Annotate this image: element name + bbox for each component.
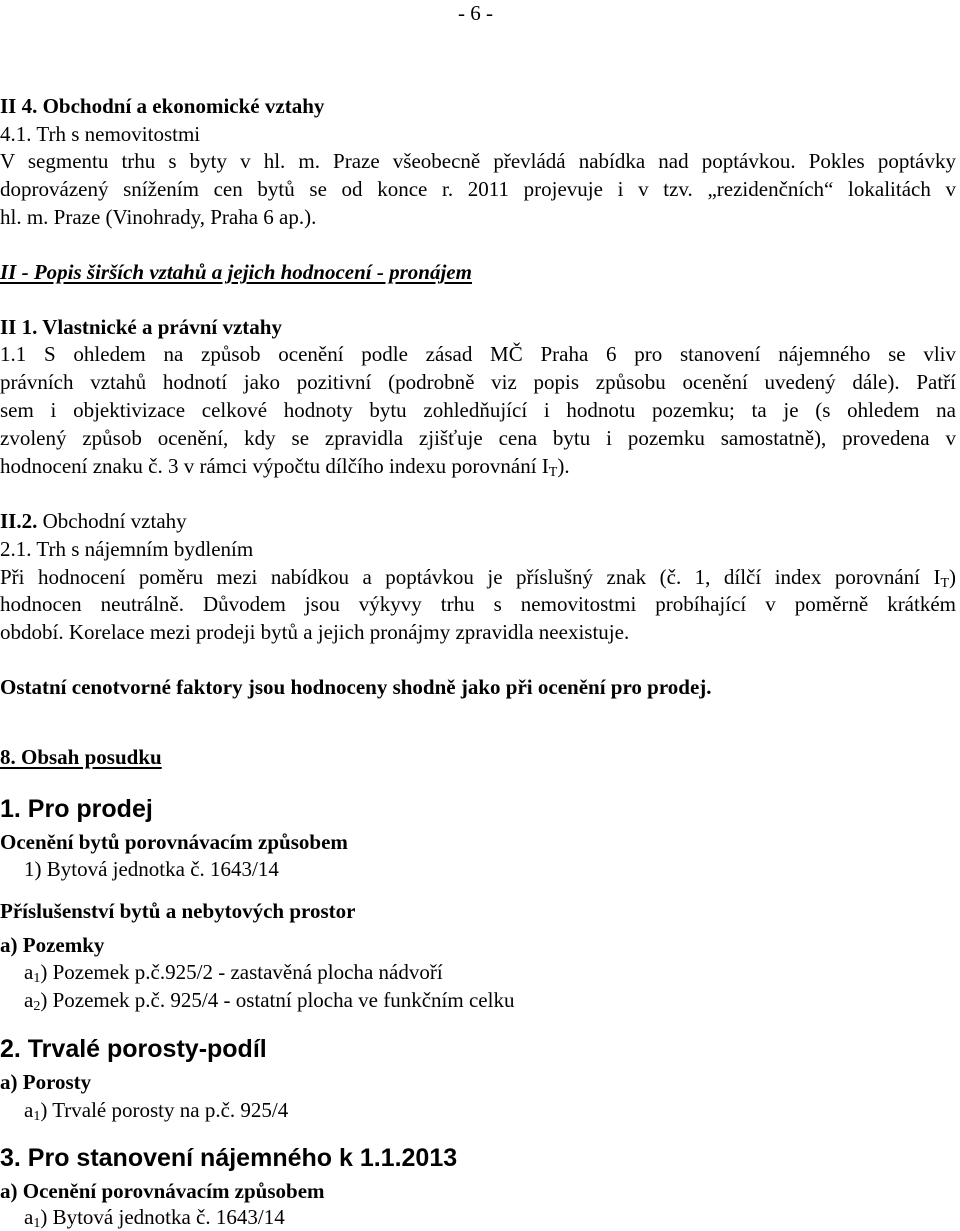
subscript: 1 xyxy=(33,971,41,986)
paragraph-line: hl. m. Praze (Vinohrady, Praha 6 ap.). xyxy=(0,205,317,229)
subsection-pozemky: a) Pozemky xyxy=(0,933,105,957)
list-item-text: ) Trvalé porosty na p.č. 925/4 xyxy=(40,1098,289,1122)
section-heading-obchodni-vztahy-2 xyxy=(0,507,956,535)
subscript: 1 xyxy=(33,1109,41,1124)
list-item xyxy=(24,1096,960,1124)
subsection-prislusenstvi: Příslušenství bytů a nebytových prostor xyxy=(0,899,356,923)
rent-section-title: II - Popis širších vztahů a jejich hodnocení - pronájem xyxy=(0,260,472,284)
list-letter: a xyxy=(24,1098,34,1122)
subscript: T xyxy=(548,465,558,480)
list-item-text: ) Pozemek p.č.925/2 - zastavěná plocha nádvoří xyxy=(40,960,443,984)
paragraph-line: sem i objektivizace celkové hodnoty bytu zohledňující i hodnotu pozemku; ta je (s ohledem na xyxy=(0,398,956,422)
list-item-text: ) Bytová jednotka č. 1643/14 xyxy=(40,1205,285,1229)
paragraph-line: hodnocen neutrálně. Důvodem jsou výkyvy trhu s nemovitostmi probíhající v poměrně krátkém xyxy=(0,592,956,616)
list-item xyxy=(24,958,960,986)
paragraph-line xyxy=(0,563,956,591)
paragraph-line: V segmentu trhu s byty v hl. m. Praze všeobecně převládá nabídka nad poptávkou. Pokles poptávky xyxy=(0,149,956,173)
paragraph-line: právních vztahů hodnotí jako pozitivní (podrobně viz popis způsobu ocenění uvedený dále). Patří xyxy=(0,370,956,394)
subscript: T xyxy=(940,576,949,591)
subsection-porosty: a) Porosty xyxy=(0,1070,92,1094)
list-item-text: ) Pozemek p.č. 925/4 - ostatní plocha ve funkčním celku xyxy=(40,988,515,1012)
paragraph-line: 1.1 S ohledem na způsob ocenění podle zásad MČ Praha 6 pro stanovení nájemného se vliv xyxy=(0,342,956,366)
list-item: 1) Bytová jednotka č. 1643/14 xyxy=(24,857,279,881)
list-letter: a xyxy=(24,1205,34,1229)
text-fragment: ). xyxy=(557,454,570,478)
page-number: - 6 - xyxy=(458,1,493,25)
section-title-trvale-porosty: 2. Trvalé porosty-podíl xyxy=(0,1035,267,1063)
heading-number: II.2. xyxy=(0,509,38,533)
heading-text: Obchodní vztahy xyxy=(37,509,187,533)
other-factors-note: Ostatní cenotvorné faktory jsou hodnoceny shodně jako při ocenění pro prodej. xyxy=(0,675,712,699)
list-item xyxy=(24,986,960,1014)
text-fragment: ) xyxy=(949,565,956,589)
section-title-pro-prodej: 1. Pro prodej xyxy=(0,795,153,823)
paragraph-line: období. Korelace mezi prodeji bytů a jejich pronájmy zpravidla neexistuje. xyxy=(0,620,630,644)
list-letter: a xyxy=(24,960,34,984)
text-fragment: Při hodnocení poměru mezi nabídkou a poptávkou je příslušný znak (č. 1, dílčí index porovnání I xyxy=(0,565,941,589)
subscript: 2 xyxy=(33,999,41,1014)
subheading-trh-nemovitosti: 4.1. Trh s nemovitostmi xyxy=(0,122,201,146)
list-item xyxy=(24,1203,960,1231)
subheading-trh-najemni: 2.1. Trh s nájemním bydlením xyxy=(0,537,254,561)
paragraph-line xyxy=(0,452,956,480)
contents-heading: 8. Obsah posudku xyxy=(0,745,162,769)
subscript: 1 xyxy=(33,1216,41,1231)
paragraph-line: zvolený způsob ocenění, kdy se zpravidla zjišťuje cena bytu i pozemku samostatně), provedena v xyxy=(0,426,956,450)
text-fragment: hodnocení znaku č. 3 v rámci výpočtu dílčího indexu porovnání I xyxy=(0,454,549,478)
section-heading-obchodni-vztahy: II 4. Obchodní a ekonomické vztahy xyxy=(0,94,325,118)
paragraph-line: doprovázený snížením cen bytů se od konce r. 2011 projevuje i v tzv. „rezidenčních“ lokalitách v xyxy=(0,177,956,201)
subsection-oceneni-porovnavacim: a) Ocenění porovnávacím způsobem xyxy=(0,1179,325,1203)
section-heading-vlastnicke-vztahy: II 1. Vlastnické a právní vztahy xyxy=(0,315,282,339)
list-letter: a xyxy=(24,988,34,1012)
section-title-najemne: 3. Pro stanovení nájemného k 1.1.2013 xyxy=(0,1144,458,1172)
subsection-oceneni-bytu: Ocenění bytů porovnávacím způsobem xyxy=(0,830,348,854)
